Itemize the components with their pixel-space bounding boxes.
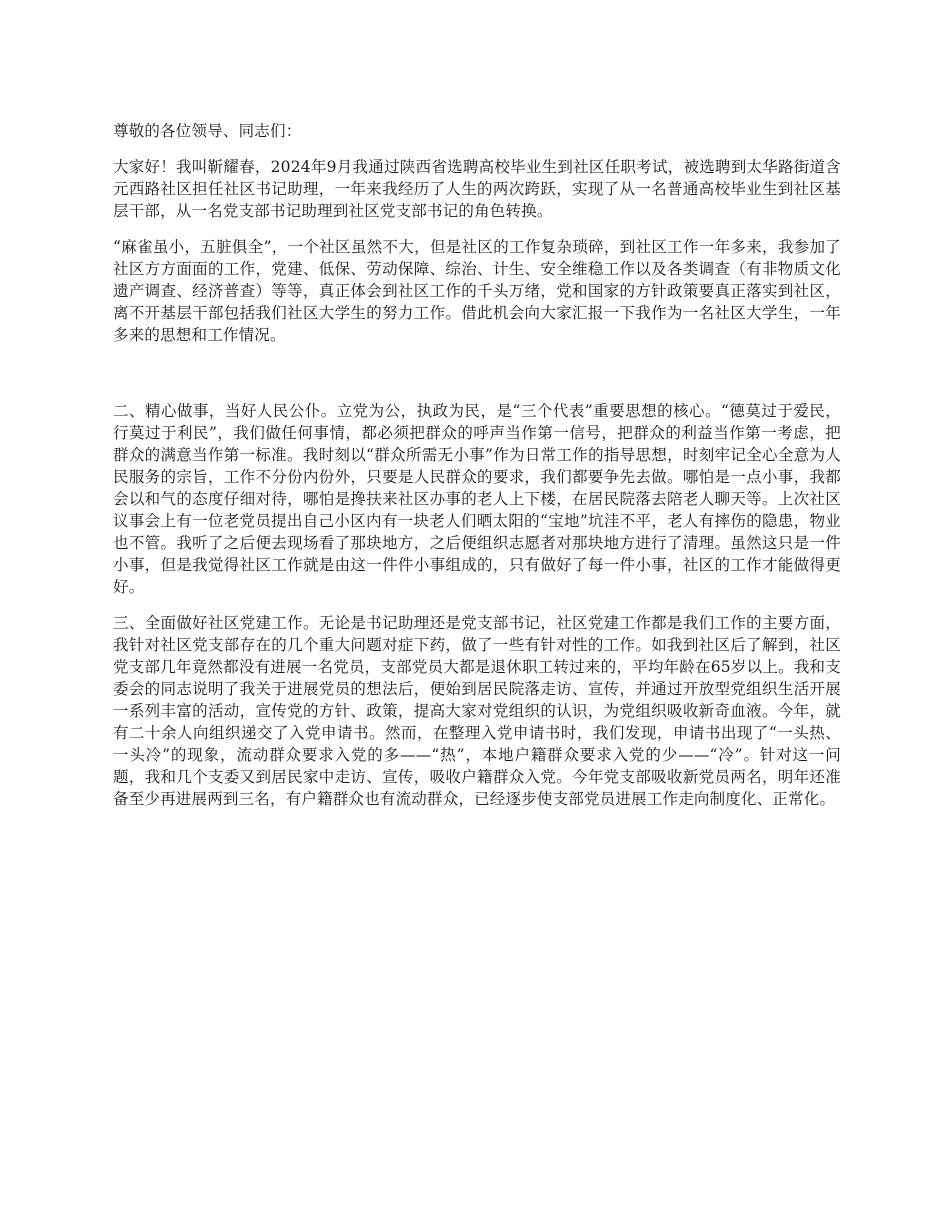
document-body bbox=[113, 120, 841, 824]
greeting-line: 尊敬的各位领导、同志们： bbox=[113, 122, 302, 140]
paragraph-intro: 大家好！我叫靳耀春，2024年9月我通过陕西省选聘高校毕业生到社区任职考试，被选聘到太华路街道含元西路社区担任社区书记助理，一年来我经历了人生的两次跨跃，实现了从一名普通高校毕业生到社区基层干部，从一名党支部书记助理到社区党支部书记的角色转换。 bbox=[113, 158, 841, 220]
paragraph-section-two: 二、精心做事，当好人民公仆。立党为公，执政为民，是“三个代表”重要思想的核心。“德莫过于爱民，行莫过于利民”，我们做任何事情，都必须把群众的呼声当作第一信号，把群众的利益当作第一考虑，把群众的满意当作第一标准。我时刻以“群众所需无小事”作为日常工作的指导思想，时刻牢记全心全意为人民服务的宗旨，工作不分份内份外，只要是人民群众的要求，我们都要争先去做。哪怕是一点小事，我都会以和气的态度仔细对待，哪怕是搀扶来社区办事的老人上下楼，在居民院落去陪老人聊天等。上次社区议事会上有一位老党员提出自己小区内有一块老人们晒太阳的“宝地”坑洼不平，老人有摔伤的隐患，物业也不管。我听了之后便去现场看了那块地方，之后便组织志愿者对那块地方进行了清理。虽然这只是一件小事，但是我觉得社区工作就是由这一件件小事组成的，只有做好了每一件小事，社区的工作才能做得更好。 bbox=[113, 402, 841, 596]
section-gap bbox=[113, 360, 841, 400]
paragraph-overview: “麻雀虽小，五脏俱全”，一个社区虽然不大，但是社区的工作复杂琐碎，到社区工作一年多来，我参加了社区方方面面的工作，党建、低保、劳动保障、综治、计生、安全维稳工作以及各类调查（有非物质文化遗产调查、经济普查）等等，真正体会到社区工作的千头万绪，党和国家的方针政策要真正落实到社区，离不开基层干部包括我们社区大学生的努力工作。借此机会向大家汇报一下我作为一名社区大学生，一年多来的思想和工作情况。 bbox=[113, 238, 841, 344]
paragraph-section-three: 三、全面做好社区党建工作。无论是书记助理还是党支部书记，社区党建工作都是我们工作的主要方面，我针对社区党支部存在的几个重大问题对症下药，做了一些有针对性的工作。如我到社区后了解到，社区党支部几年竟然都没有进展一名党员，支部党员大都是退休职工转过来的，平均年龄在65岁以上。我和支委会的同志说明了我关于进展党员的想法后，便始到居民院落走访、宣传，并通过开放型党组织生活开展一系列丰富的活动，宣传党的方针、政策，提高大家对党组织的认识，为党组织吸收新奇血液。今年，就有二十余人向组织递交了入党申请书。然而，在整理入党申请书时，我们发现，申请书出现了“一头热、一头冷”的现象，流动群众要求入党的多——“热”，本地户籍群众要求入党的少——“冷”。针对这一问题，我和几个支委又到居民家中走访、宣传，吸收户籍群众入党。今年党支部吸收新党员两名，明年还准备至少再进展两到三名，有户籍群众也有流动群众，已经逐步使支部党员进展工作走向制度化、正常化。 bbox=[113, 614, 841, 808]
